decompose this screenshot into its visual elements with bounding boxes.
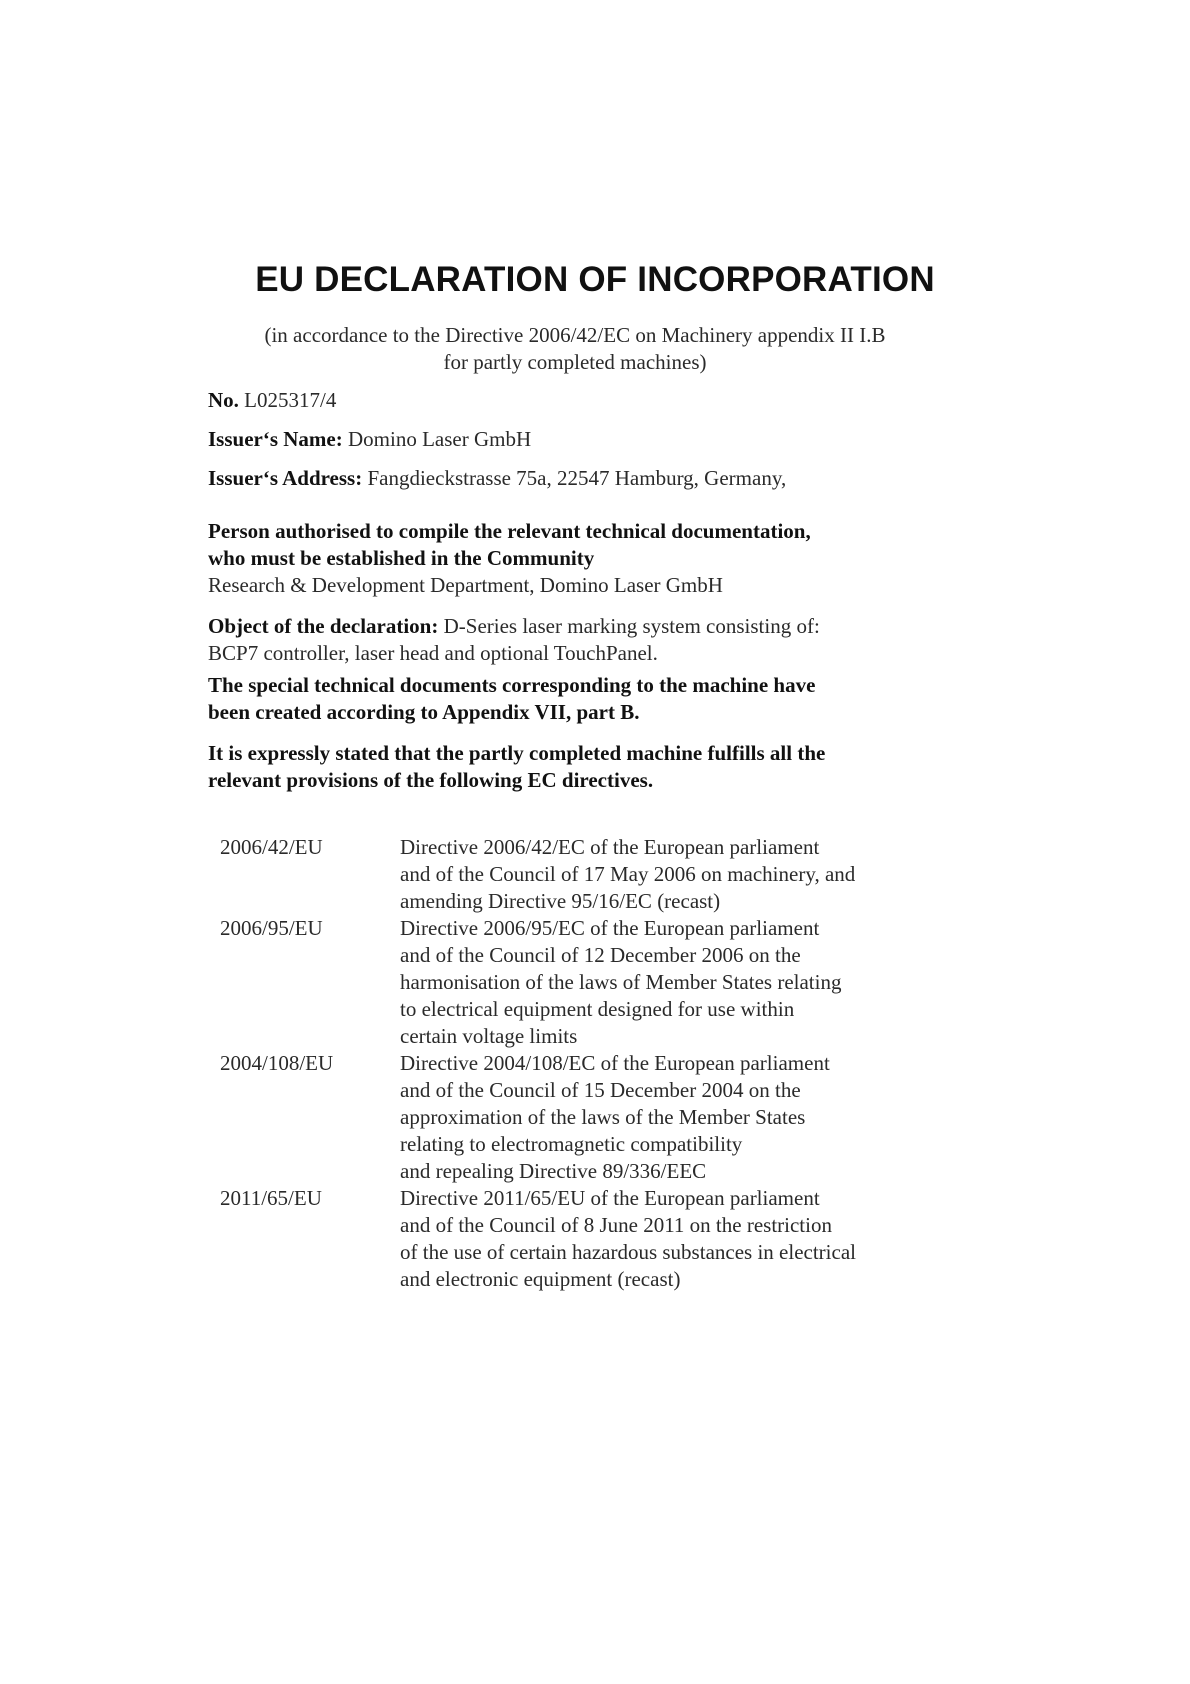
directive-line: harmonisation of the laws of Member States relating bbox=[400, 970, 842, 994]
directive-line: Directive 2004/108/EC of the European parliament bbox=[400, 1051, 830, 1075]
directive-line: relating to electromagnetic compatibility bbox=[400, 1132, 743, 1156]
special-docs-statement bbox=[208, 672, 968, 726]
directive-code: 2004/108/EU bbox=[220, 1051, 334, 1075]
directive-description bbox=[400, 834, 940, 915]
directive-line: to electrical equipment designed for use within bbox=[400, 997, 795, 1021]
special-docs-line-2: been created according to Appendix VII, part B. bbox=[208, 700, 640, 724]
fulfillment-statement bbox=[208, 740, 968, 794]
directive-row bbox=[220, 1185, 940, 1293]
directive-line: Directive 2011/65/EU of the European parliament bbox=[400, 1186, 820, 1210]
object-value-1: D-Series laser marking system consisting of: bbox=[443, 614, 820, 638]
directive-row bbox=[220, 915, 940, 1050]
directive-line: and of the Council of 15 December 2004 on the bbox=[400, 1078, 801, 1102]
authorised-person-section bbox=[208, 518, 968, 599]
directive-description bbox=[400, 915, 940, 1050]
issuer-address bbox=[208, 465, 978, 492]
statement-line-2: relevant provisions of the following EC directives. bbox=[208, 768, 654, 792]
directive-description bbox=[400, 1050, 940, 1185]
issuer-name-label: Issuer‘s Name: bbox=[208, 427, 343, 451]
issuer-name bbox=[208, 426, 978, 453]
authorised-person-heading-1: Person authorised to compile the relevant technical documentation, bbox=[208, 519, 811, 543]
directive-line: and repealing Directive 89/336/EEC bbox=[400, 1159, 707, 1183]
directive-line: of the use of certain hazardous substances in electrical bbox=[400, 1240, 856, 1264]
directives-list bbox=[220, 834, 940, 1293]
directive-code: 2006/95/EU bbox=[220, 916, 323, 940]
issuer-name-value: Domino Laser GmbH bbox=[347, 427, 532, 451]
directive-code: 2011/65/EU bbox=[220, 1186, 322, 1210]
subtitle-line-1: (in accordance to the Directive 2006/42/EC on Machinery appendix II I.B bbox=[264, 323, 886, 347]
directive-row bbox=[220, 1050, 940, 1185]
statement-line-1: It is expressly stated that the partly completed machine fulfills all the bbox=[208, 741, 826, 765]
directive-line: and of the Council of 12 December 2006 on the bbox=[400, 943, 801, 967]
object-value-2: BCP7 controller, laser head and optional TouchPanel. bbox=[208, 641, 658, 665]
document-subtitle bbox=[210, 322, 940, 376]
directive-line: amending Directive 95/16/EC (recast) bbox=[400, 889, 721, 913]
document-number bbox=[208, 387, 978, 414]
number-label: No. bbox=[208, 388, 239, 412]
number-value: L025317/4 bbox=[244, 388, 337, 412]
document-title: EU DECLARATION OF INCORPORATION bbox=[255, 260, 935, 299]
authorised-person-value: Research & Development Department, Domino Laser GmbH bbox=[208, 573, 723, 597]
directive-line: Directive 2006/42/EC of the European parliament bbox=[400, 835, 820, 859]
issuer-address-value: Fangdieckstrasse 75a, 22547 Hamburg, Germany, bbox=[367, 466, 787, 490]
subtitle-line-2: for partly completed machines) bbox=[443, 350, 707, 374]
directive-line: and of the Council of 17 May 2006 on machinery, and bbox=[400, 862, 856, 886]
directive-line: approximation of the laws of the Member States bbox=[400, 1105, 806, 1129]
special-docs-line-1: The special technical documents corresponding to the machine have bbox=[208, 673, 816, 697]
directive-line: Directive 2006/95/EC of the European parliament bbox=[400, 916, 820, 940]
object-label: Object of the declaration: bbox=[208, 614, 439, 638]
directive-line: and electronic equipment (recast) bbox=[400, 1267, 681, 1291]
object-section bbox=[208, 613, 968, 667]
directive-row bbox=[220, 834, 940, 915]
directive-line: certain voltage limits bbox=[400, 1024, 578, 1048]
issuer-address-label: Issuer‘s Address: bbox=[208, 466, 363, 490]
directive-line: and of the Council of 8 June 2011 on the restriction bbox=[400, 1213, 832, 1237]
authorised-person-heading-2: who must be established in the Community bbox=[208, 546, 595, 570]
directive-description bbox=[400, 1185, 940, 1293]
directive-code: 2006/42/EU bbox=[220, 835, 323, 859]
